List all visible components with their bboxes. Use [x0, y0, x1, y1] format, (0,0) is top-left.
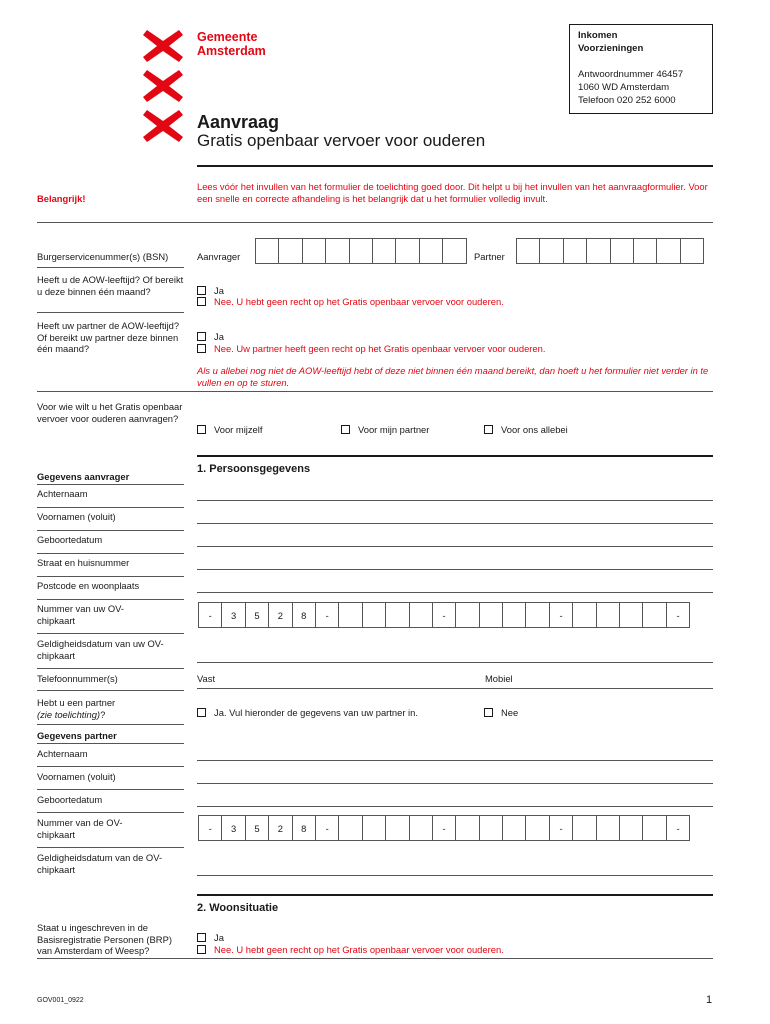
divider	[37, 958, 713, 959]
street-label: Straat en huisnummer	[37, 557, 130, 568]
applicant-group-heading: Gegevens aanvrager	[37, 471, 130, 482]
bsn-cell[interactable]	[325, 238, 349, 264]
bsn-cell[interactable]	[586, 238, 610, 264]
bsn-label: Burgerservicenummer(s) (BSN)	[37, 251, 169, 262]
ov-cell[interactable]	[525, 815, 549, 841]
partner-dob-label: Geboortedatum	[37, 794, 103, 805]
bsn-cell[interactable]	[442, 238, 466, 264]
divider	[37, 507, 184, 508]
bsn-cell[interactable]	[395, 238, 419, 264]
form-code: GOV001_0922	[37, 997, 84, 1004]
has-partner-qmark: ?	[100, 708, 106, 720]
brp-yes-option[interactable]	[197, 932, 224, 944]
section1-heading: 1. Persoonsgegevens	[197, 463, 311, 475]
ov-number-cells[interactable]	[199, 602, 690, 628]
ov-cell[interactable]: 3	[221, 815, 245, 841]
ov-cell[interactable]: -	[198, 815, 222, 841]
partner-surname-input[interactable]	[197, 760, 713, 761]
important-text: Lees vóór het invullen van het formulier de toelichting goed door. Dit helpt u bij het invullen van het aanvraagformulier. Voor een snelle en correcte afhandeling is het belangrijk dat u het formulier volledig invult.	[197, 181, 708, 204]
divider	[197, 894, 713, 896]
street-input[interactable]	[197, 569, 713, 570]
divider	[37, 267, 184, 268]
option-label: Voor mijn partner	[358, 424, 430, 435]
firstnames-label: Voornamen (voluit)	[37, 511, 116, 522]
checkbox[interactable]	[197, 933, 206, 942]
option-label: Ja	[214, 331, 224, 342]
option-label: Ja	[214, 932, 224, 943]
for-whom-both-option[interactable]	[484, 424, 568, 436]
address-box	[569, 24, 713, 114]
partner-firstnames-input[interactable]	[197, 783, 713, 784]
ov-cell[interactable]	[409, 815, 433, 841]
divider	[37, 312, 184, 313]
ov-cell[interactable]: -	[432, 602, 456, 628]
divider	[197, 455, 713, 457]
ov-cell[interactable]	[525, 602, 549, 628]
option-label: Nee. U hebt geen recht op het Gratis openbaar vervoer voor ouderen.	[214, 296, 504, 307]
bsn-cell[interactable]	[680, 238, 704, 264]
section2-heading: 2. Woonsituatie	[197, 902, 279, 914]
aow-self-no-option[interactable]	[197, 296, 504, 308]
bsn-cell[interactable]	[372, 238, 396, 264]
aow-partner-yes-option[interactable]	[197, 331, 224, 343]
has-partner-question	[37, 697, 177, 720]
ov-cell[interactable]: -	[549, 602, 573, 628]
bsn-cell[interactable]	[610, 238, 634, 264]
ov-cell[interactable]: 3	[221, 602, 245, 628]
option-label: Voor mijzelf	[214, 424, 263, 435]
address-postbox: Antwoordnummer 46457	[578, 69, 684, 80]
ov-cell[interactable]: -	[315, 815, 339, 841]
checkbox[interactable]	[197, 297, 206, 306]
dob-label: Geboortedatum	[37, 534, 103, 545]
ov-cell[interactable]	[455, 602, 479, 628]
partner-ov-validity-label: Geldigheidsdatum van de OV-chipkaart	[37, 852, 163, 875]
ov-validity-label: Geldigheidsdatum van uw OV-chipkaart	[37, 638, 164, 661]
partner-ov-validity-input[interactable]	[197, 875, 713, 876]
divider	[37, 668, 184, 669]
for-whom-self-option[interactable]	[197, 424, 262, 436]
has-partner-text: Hebt u een partner	[37, 697, 116, 708]
ov-cell[interactable]: -	[666, 602, 690, 628]
ov-cell[interactable]	[642, 602, 666, 628]
divider	[37, 599, 184, 600]
logo-line2: Amsterdam	[197, 44, 266, 58]
logo-cross-icon	[143, 70, 183, 102]
surname-input[interactable]	[197, 500, 713, 501]
ov-cell[interactable]: 8	[292, 602, 316, 628]
ov-cell[interactable]	[619, 815, 643, 841]
divider	[37, 724, 184, 725]
has-partner-yes-option[interactable]	[197, 707, 418, 719]
partner-ov-number-label: Nummer van de OV-chipkaart	[37, 817, 123, 840]
ov-cell[interactable]: 5	[245, 602, 269, 628]
ov-cell[interactable]	[502, 602, 526, 628]
has-partner-note: (zie toelichting)	[37, 708, 101, 720]
checkbox[interactable]	[197, 708, 206, 717]
divider	[37, 222, 713, 223]
ov-cell[interactable]	[338, 602, 362, 628]
address-city: 1060 WD Amsterdam	[578, 82, 670, 93]
bsn-applicant-cells[interactable]	[256, 238, 467, 264]
partner-surname-label: Achternaam	[37, 748, 88, 759]
ov-cell[interactable]	[338, 815, 362, 841]
divider	[197, 165, 713, 167]
option-label: Voor ons allebei	[501, 424, 568, 435]
divider	[37, 576, 184, 577]
aow-note: Als u allebei nog niet de AOW-leeftijd hebt of deze niet binnen één maand bereikt, dan hoeft u het formulier niet verder in te vullen en op te sturen.	[197, 365, 709, 388]
option-label: Nee	[501, 707, 519, 718]
checkbox[interactable]	[484, 425, 493, 434]
ov-cell[interactable]	[409, 602, 433, 628]
ov-cell[interactable]	[596, 602, 620, 628]
important-label: Belangrijk!	[37, 193, 86, 204]
ov-cell[interactable]	[572, 602, 596, 628]
partner-ov-number-cells[interactable]	[199, 815, 690, 841]
ov-cell[interactable]: -	[315, 602, 339, 628]
phone-input[interactable]	[197, 688, 713, 689]
bsn-partner-cells[interactable]	[517, 238, 704, 264]
bsn-cell[interactable]	[656, 238, 680, 264]
phone-label: Telefoonnummer(s)	[37, 673, 118, 684]
ov-cell[interactable]	[362, 815, 386, 841]
bsn-cell[interactable]	[419, 238, 443, 264]
for-whom-question: Voor wie wilt u het Gratis openbaar vervoer voor ouderen aanvragen?	[37, 401, 183, 424]
aow-self-question: Heeft u de AOW-leeftijd? Of bereikt u deze binnen één maand?	[37, 274, 184, 297]
brp-question: Staat u ingeschreven in de Basisregistratie Personen (BRP) van Amsterdam of Weesp?	[37, 922, 172, 957]
aow-partner-question: Heeft uw partner de AOW-leeftijd? Of bereikt uw partner deze binnen één maand?	[37, 320, 180, 355]
surname-label: Achternaam	[37, 488, 88, 499]
ov-cell[interactable]	[502, 815, 526, 841]
divider	[37, 530, 184, 531]
bsn-cell[interactable]	[255, 238, 279, 264]
divider	[37, 484, 184, 485]
divider	[37, 766, 184, 767]
ov-cell[interactable]	[385, 815, 409, 841]
ov-cell[interactable]: 2	[268, 602, 292, 628]
address-dept: Inkomen	[578, 30, 618, 41]
ov-cell[interactable]: 5	[245, 815, 269, 841]
partner-firstnames-label: Voornamen (voluit)	[37, 771, 116, 782]
bsn-applicant-label: Aanvrager	[197, 251, 241, 262]
ov-cell[interactable]	[385, 602, 409, 628]
aow-partner-no-option[interactable]	[197, 343, 545, 355]
ov-cell[interactable]	[642, 815, 666, 841]
logo-line1: Gemeente	[197, 30, 258, 44]
bsn-partner-label: Partner	[474, 251, 505, 262]
checkbox[interactable]	[341, 425, 350, 434]
page-number: 1	[706, 994, 713, 1006]
checkbox[interactable]	[484, 708, 493, 717]
partner-group-heading: Gegevens partner	[37, 730, 117, 741]
ov-cell[interactable]	[572, 815, 596, 841]
divider	[37, 812, 184, 813]
divider	[37, 789, 184, 790]
bsn-cell[interactable]	[516, 238, 540, 264]
divider	[37, 633, 184, 634]
divider	[37, 743, 184, 744]
logo-text	[197, 30, 266, 58]
divider	[37, 553, 184, 554]
option-label: Ja	[214, 285, 224, 296]
ov-cell[interactable]	[479, 815, 503, 841]
bsn-cell[interactable]	[349, 238, 373, 264]
page-title: Aanvraag	[197, 112, 280, 132]
option-label: Nee. U hebt geen recht op het Gratis openbaar vervoer voor ouderen.	[214, 944, 504, 955]
ov-cell[interactable]	[596, 815, 620, 841]
address-phone: Telefoon 020 252 6000	[578, 95, 676, 106]
bsn-cell[interactable]	[278, 238, 302, 264]
ov-cell[interactable]: 8	[292, 815, 316, 841]
option-label: Ja. Vul hieronder de gegevens van uw partner in.	[214, 707, 418, 718]
bsn-cell[interactable]	[302, 238, 326, 264]
checkbox[interactable]	[197, 344, 206, 353]
for-whom-partner-option[interactable]	[341, 424, 429, 436]
divider	[37, 391, 713, 392]
phone-fixed-label: Vast	[197, 673, 216, 684]
bsn-cell[interactable]	[563, 238, 587, 264]
checkbox[interactable]	[197, 945, 206, 954]
postcode-input[interactable]	[197, 592, 713, 593]
ov-cell[interactable]: -	[666, 815, 690, 841]
logo-cross-icon	[143, 30, 183, 62]
address-unit: Voorzieningen	[578, 43, 644, 54]
phone-mobile-label: Mobiel	[485, 673, 513, 684]
ov-cell[interactable]: -	[549, 815, 573, 841]
bsn-cell[interactable]	[633, 238, 657, 264]
firstnames-input[interactable]	[197, 523, 713, 524]
ov-cell[interactable]	[619, 602, 643, 628]
ov-validity-input[interactable]	[197, 662, 713, 663]
dob-input[interactable]	[197, 546, 713, 547]
logo-cross-icon	[143, 110, 183, 142]
checkbox[interactable]	[197, 425, 206, 434]
ov-cell[interactable]: -	[432, 815, 456, 841]
checkbox[interactable]	[197, 332, 206, 341]
divider	[37, 690, 184, 691]
checkbox[interactable]	[197, 286, 206, 295]
postcode-label: Postcode en woonplaats	[37, 580, 140, 591]
page-subtitle: Gratis openbaar vervoer voor ouderen	[197, 131, 486, 150]
partner-dob-input[interactable]	[197, 806, 713, 807]
brp-no-option[interactable]	[197, 944, 504, 956]
divider	[37, 847, 184, 848]
has-partner-no-option[interactable]	[484, 707, 518, 719]
ov-cell[interactable]	[455, 815, 479, 841]
bsn-cell[interactable]	[539, 238, 563, 264]
ov-number-label: Nummer van uw OV-chipkaart	[37, 603, 125, 626]
option-label: Nee. Uw partner heeft geen recht op het Gratis openbaar vervoer voor ouderen.	[214, 343, 546, 354]
ov-cell[interactable]	[479, 602, 503, 628]
ov-cell[interactable]: 2	[268, 815, 292, 841]
ov-cell[interactable]	[362, 602, 386, 628]
ov-cell[interactable]: -	[198, 602, 222, 628]
